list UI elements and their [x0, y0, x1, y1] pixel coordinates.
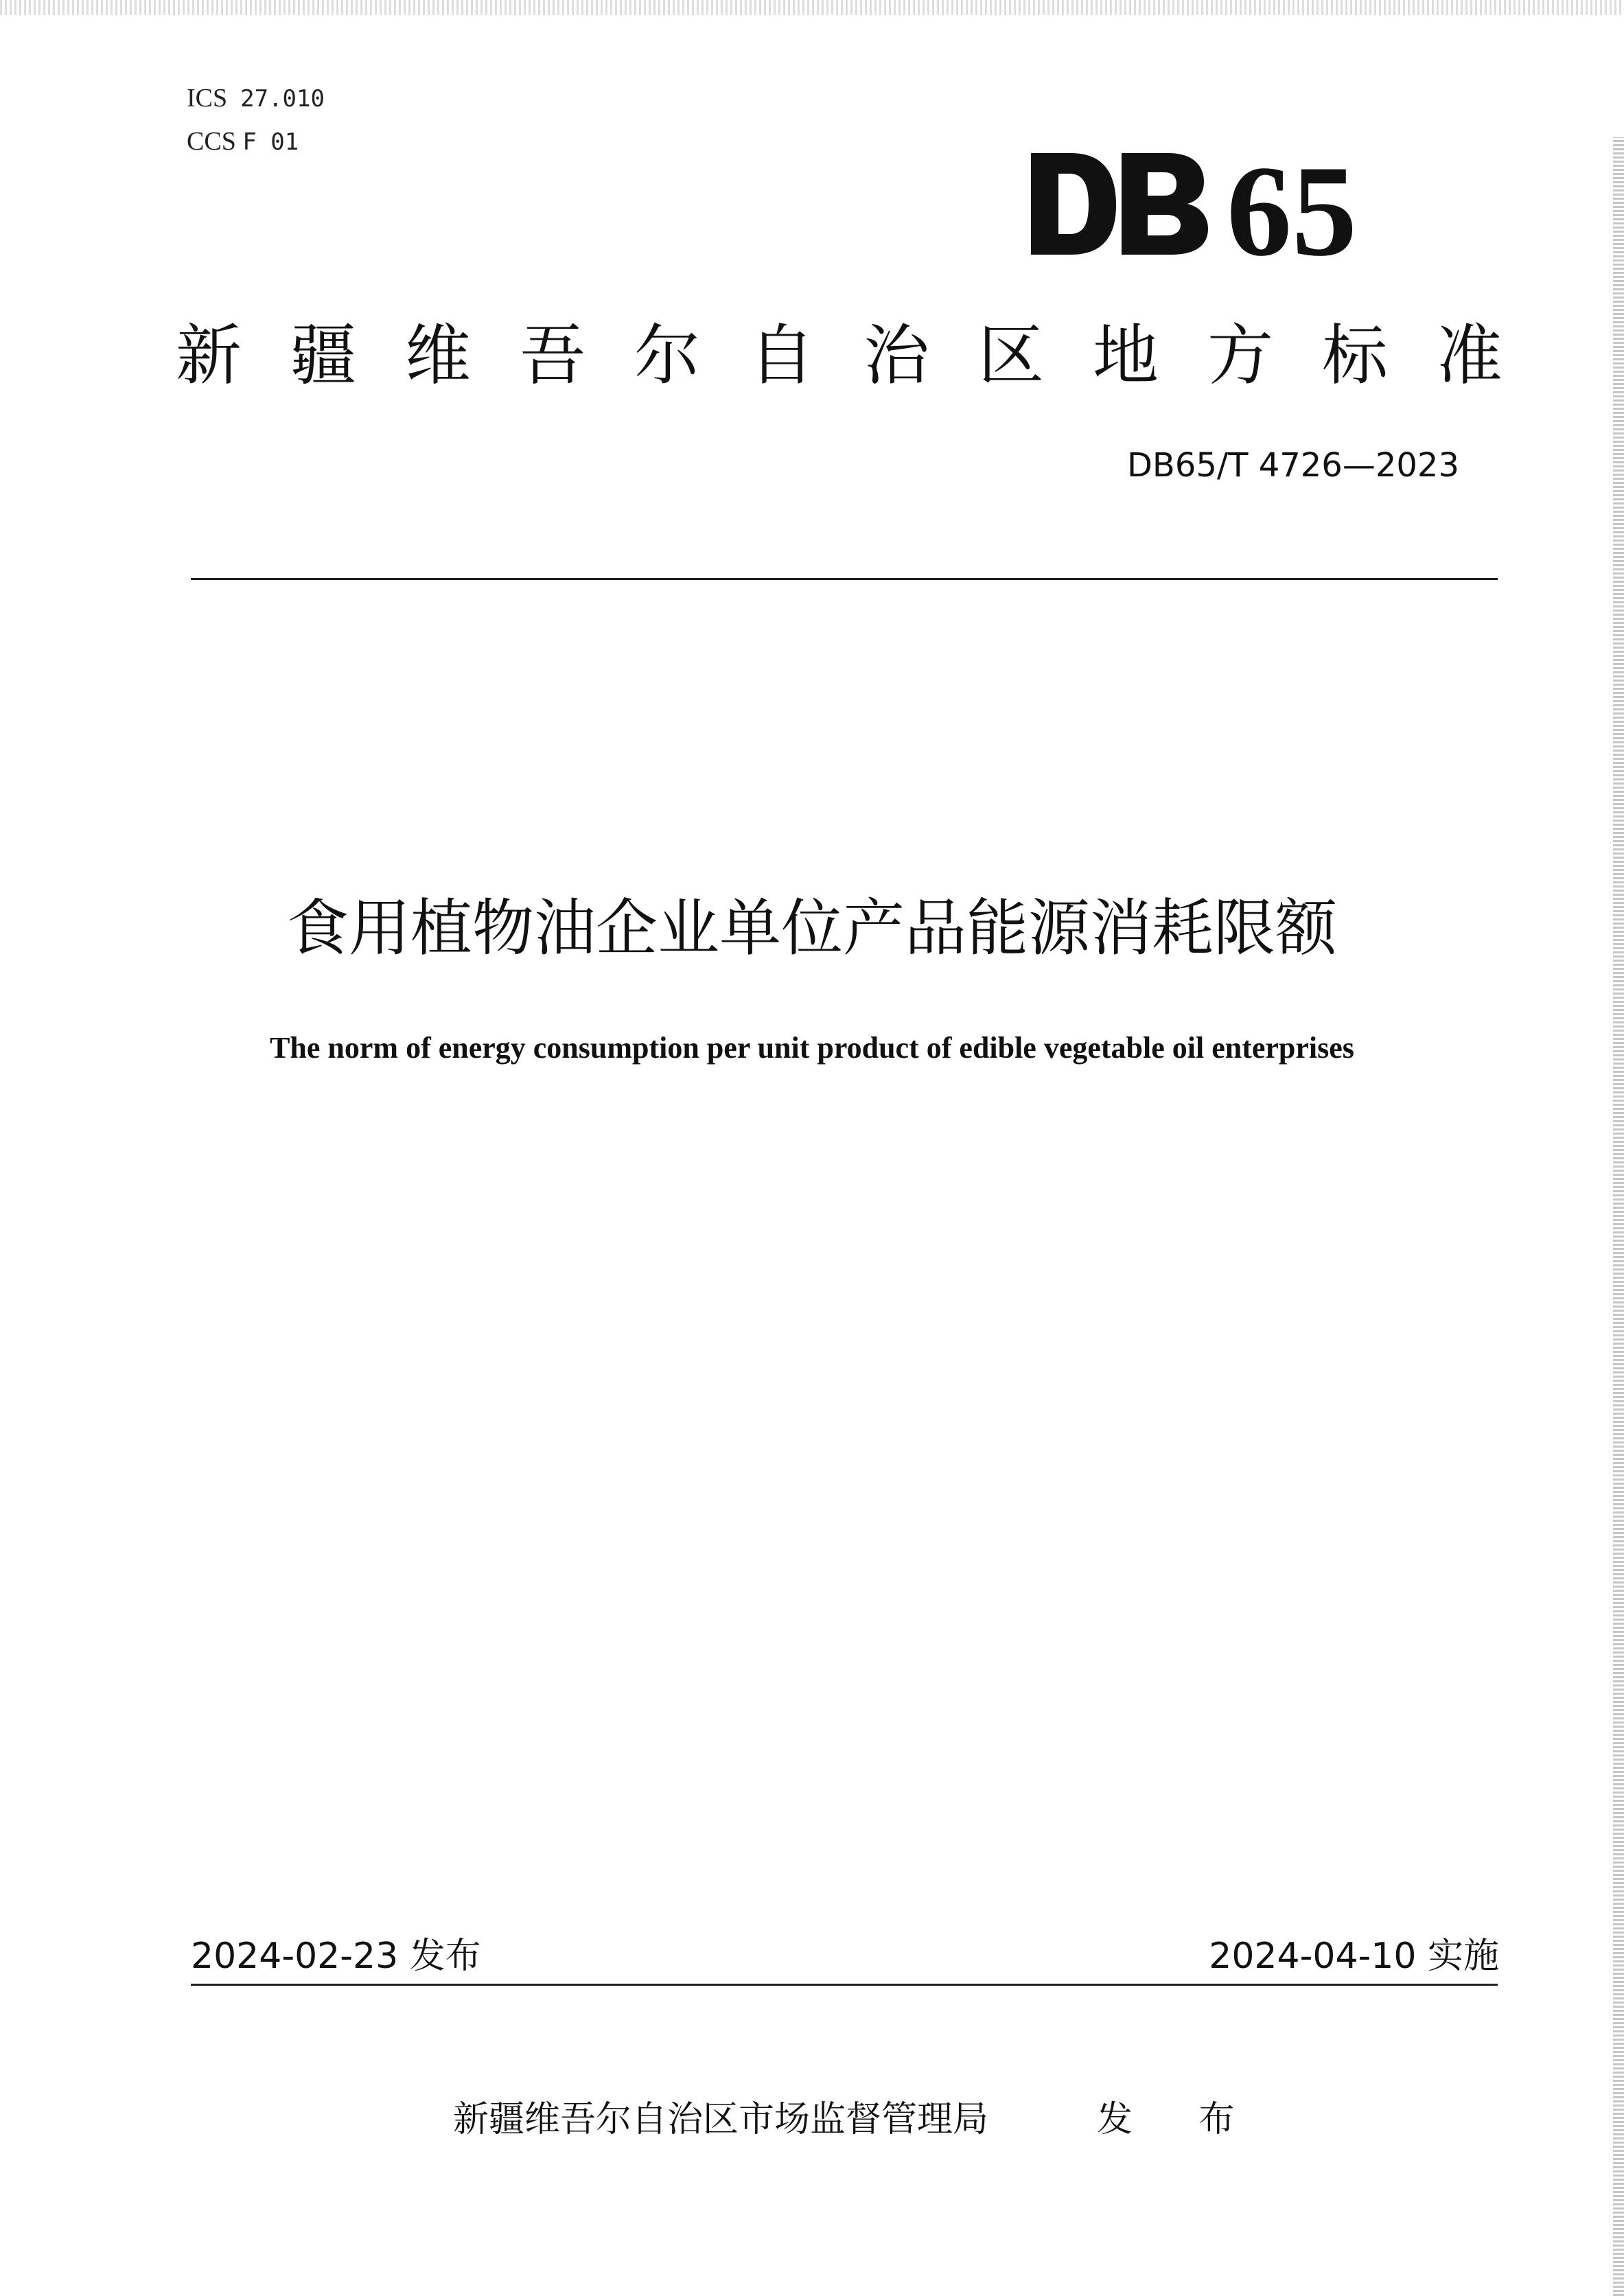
standard-number: DB65/T 4726—2023	[1126, 446, 1459, 485]
db65-logo-number: 65	[1227, 141, 1357, 259]
issue-date: 2024-02-23 发布	[191, 1936, 481, 1977]
standard-type-heading: 新疆维吾尔自治区地方标准	[176, 317, 1551, 394]
ccs-label: CCS	[187, 127, 236, 156]
classification-codes	[187, 77, 325, 163]
publisher-name: 新疆维吾尔自治区市场监督管理局	[453, 2099, 989, 2140]
ccs-code: F 01	[242, 128, 299, 156]
ics-code: 27.010	[240, 85, 325, 113]
publisher-verb: 发 布	[1097, 2099, 1262, 2140]
scan-edge-right	[1613, 137, 1624, 2296]
db65-logo	[1031, 141, 1395, 259]
footer-divider	[191, 1984, 1498, 1986]
scan-edge-top	[0, 0, 1624, 15]
ccs-row	[187, 120, 325, 163]
effective-date: 2024-04-10 实施	[1209, 1936, 1499, 1977]
header-divider	[191, 578, 1498, 580]
document-title-english: The norm of energy consumption per unit product of edible vegetable oil enterprises	[270, 1031, 1354, 1065]
document-title-chinese: 食用植物油企业单位产品能源消耗限额	[287, 892, 1337, 964]
ics-row	[187, 77, 325, 120]
ics-label: ICS	[187, 84, 228, 113]
